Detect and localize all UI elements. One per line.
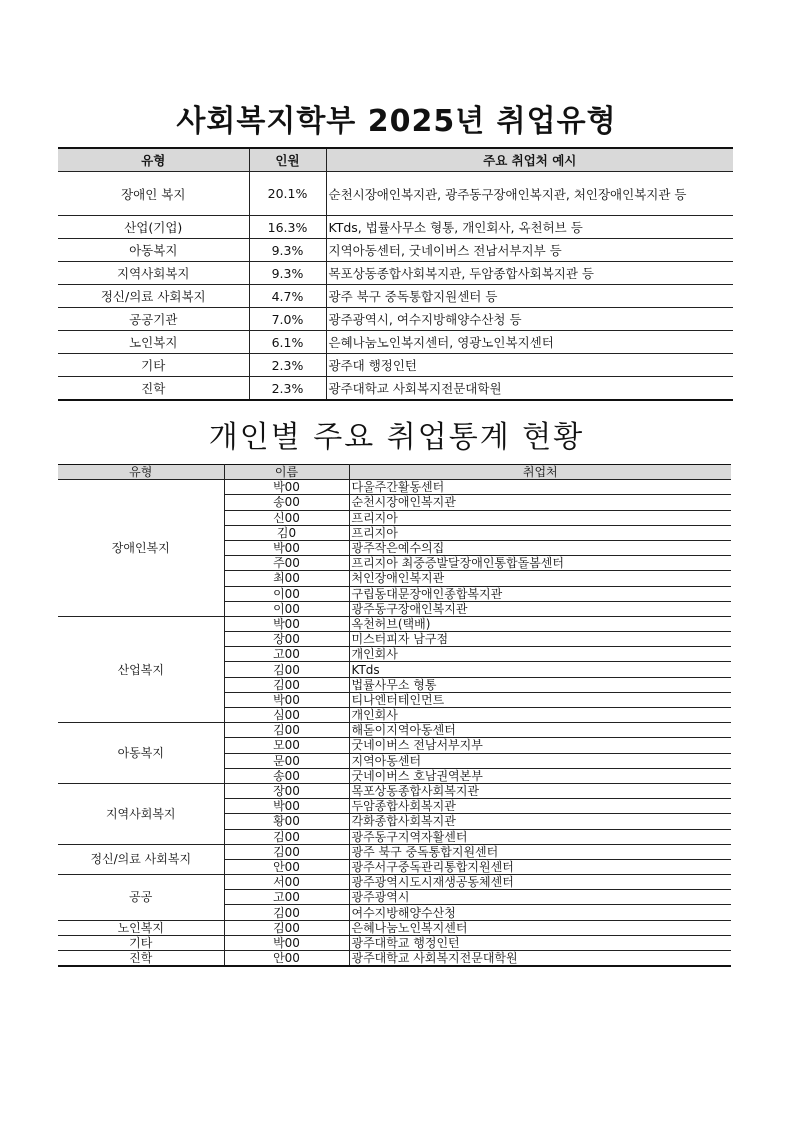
detail-type-cell: 산업복지	[58, 616, 224, 722]
detail-name-cell: 김00	[224, 677, 349, 692]
detail-name-cell: 박00	[224, 692, 349, 707]
detail-name-cell: 박00	[224, 616, 349, 631]
detail-row	[58, 844, 731, 859]
detail-place-cell: 해돋이지역아동센터	[349, 723, 731, 738]
detail-name-cell: 고00	[224, 647, 349, 662]
detail-name-cell: 최00	[224, 571, 349, 586]
detail-row	[58, 783, 731, 798]
summary-examples-cell: 광주대 행정인턴	[326, 354, 733, 377]
detail-name-cell: 박00	[224, 480, 349, 495]
detail-row	[58, 951, 731, 967]
summary-table	[58, 147, 733, 401]
detail-place-cell: 굿네이버스 전남서부지부	[349, 738, 731, 753]
summary-type-cell: 기타	[58, 354, 249, 377]
detail-place-cell: 광주서구중독관리통합지원센터	[349, 859, 731, 874]
detail-name-cell: 송00	[224, 768, 349, 783]
detail-name-cell: 박00	[224, 799, 349, 814]
summary-pct-cell: 2.3%	[249, 354, 326, 377]
detail-name-cell: 김00	[224, 905, 349, 920]
detail-type-cell: 기타	[58, 935, 224, 950]
summary-row	[58, 331, 733, 354]
detail-name-cell: 신00	[224, 510, 349, 525]
detail-row	[58, 935, 731, 950]
detail-name-cell: 안00	[224, 951, 349, 967]
detail-place-cell: 굿네이버스 호남권역본부	[349, 768, 731, 783]
detail-place-cell: 법률사무소 형통	[349, 677, 731, 692]
detail-name-cell: 김00	[224, 844, 349, 859]
detail-place-cell: 두암종합사회복지관	[349, 799, 731, 814]
detail-name-cell: 김00	[224, 829, 349, 844]
detail-row	[58, 616, 731, 631]
summary-row	[58, 377, 733, 401]
summary-type-cell: 진학	[58, 377, 249, 401]
summary-row	[58, 308, 733, 331]
detail-name-cell: 심00	[224, 708, 349, 723]
detail-place-cell: 광주동구장애인복지관	[349, 601, 731, 616]
summary-type-cell: 산업(기업)	[58, 216, 249, 239]
section-title: 개인별 주요 취업통계 현황	[208, 420, 585, 455]
summary-type-cell: 정신/의료 사회복지	[58, 285, 249, 308]
detail-header-row	[58, 465, 731, 480]
detail-place-cell: 프리지아	[349, 510, 731, 525]
header-type: 유형	[58, 148, 249, 172]
detail-place-cell: 목포상동종합사회복지관	[349, 783, 731, 798]
detail-row	[58, 480, 731, 495]
summary-row	[58, 239, 733, 262]
detail-type-cell: 지역사회복지	[58, 783, 224, 844]
detail-name-cell: 장00	[224, 783, 349, 798]
detail-name-cell: 주00	[224, 556, 349, 571]
header-count: 인원	[249, 148, 326, 172]
summary-pct-cell: 4.7%	[249, 285, 326, 308]
detail-place-cell: 다울주간활동센터	[349, 480, 731, 495]
detail-name-cell: 고00	[224, 890, 349, 905]
detail-type-cell: 아동복지	[58, 723, 224, 784]
detail-header-place: 취업처	[349, 465, 731, 480]
header-examples: 주요 취업처 예시	[326, 148, 733, 172]
detail-type-cell: 장애인복지	[58, 480, 224, 617]
detail-place-cell: 프리지아 최중증발달장애인통합돌봄센터	[349, 556, 731, 571]
summary-type-cell: 아동복지	[58, 239, 249, 262]
summary-pct-cell: 6.1%	[249, 331, 326, 354]
detail-place-cell: 광주 북구 중독통합지원센터	[349, 844, 731, 859]
detail-table	[58, 464, 731, 967]
summary-pct-cell: 2.3%	[249, 377, 326, 401]
detail-name-cell: 이00	[224, 601, 349, 616]
summary-type-cell: 장애인 복지	[58, 172, 249, 216]
detail-name-cell: 이00	[224, 586, 349, 601]
detail-place-cell: 각화종합사회복지관	[349, 814, 731, 829]
detail-place-cell: 광주대학교 사회복지전문대학원	[349, 951, 731, 967]
summary-examples-cell: 광주광역시, 여수지방해양수산청 등	[326, 308, 733, 331]
detail-header-type: 유형	[58, 465, 224, 480]
summary-pct-cell: 9.3%	[249, 239, 326, 262]
summary-type-cell: 지역사회복지	[58, 262, 249, 285]
detail-row	[58, 875, 731, 890]
summary-row	[58, 354, 733, 377]
detail-place-cell: 지역아동센터	[349, 753, 731, 768]
detail-place-cell: 광주동구지역자활센터	[349, 829, 731, 844]
detail-name-cell: 박00	[224, 935, 349, 950]
detail-place-cell: 광주광역시	[349, 890, 731, 905]
detail-name-cell: 김00	[224, 723, 349, 738]
detail-name-cell: 문00	[224, 753, 349, 768]
detail-name-cell: 서00	[224, 875, 349, 890]
summary-row	[58, 285, 733, 308]
summary-pct-cell: 16.3%	[249, 216, 326, 239]
detail-place-cell: 광주광역시도시재생공동체센터	[349, 875, 731, 890]
detail-place-cell: 순천시장애인복지관	[349, 495, 731, 510]
detail-type-cell: 정신/의료 사회복지	[58, 844, 224, 874]
summary-examples-cell: 광주 북구 중독통합지원센터 등	[326, 285, 733, 308]
detail-name-cell: 황00	[224, 814, 349, 829]
detail-place-cell: 구립동대문장애인종합복지관	[349, 586, 731, 601]
detail-place-cell: 개인회사	[349, 647, 731, 662]
detail-place-cell: 미스터피자 남구점	[349, 632, 731, 647]
detail-row	[58, 723, 731, 738]
detail-name-cell: 김00	[224, 920, 349, 935]
detail-place-cell: KTds	[349, 662, 731, 677]
detail-place-cell: 개인회사	[349, 708, 731, 723]
detail-name-cell: 장00	[224, 632, 349, 647]
summary-pct-cell: 7.0%	[249, 308, 326, 331]
detail-place-cell: 프리지아	[349, 525, 731, 540]
detail-name-cell: 박00	[224, 540, 349, 555]
summary-examples-cell: 은혜나눔노인복지센터, 영광노인복지센터	[326, 331, 733, 354]
detail-place-cell: 티나엔터테인먼트	[349, 692, 731, 707]
summary-examples-cell: KTds, 법률사무소 형통, 개인회사, 옥천허브 등	[326, 216, 733, 239]
page-title: 사회복지학부 2025년 취업유형	[176, 104, 617, 139]
detail-place-cell: 옥천허브(택배)	[349, 616, 731, 631]
summary-examples-cell: 목포상동종합사회복지관, 두암종합사회복지관 등	[326, 262, 733, 285]
detail-type-cell: 공공	[58, 875, 224, 921]
detail-type-cell: 진학	[58, 951, 224, 967]
detail-header-name: 이름	[224, 465, 349, 480]
detail-place-cell: 처인장애인복지관	[349, 571, 731, 586]
summary-header-row	[58, 148, 733, 172]
detail-row	[58, 920, 731, 935]
summary-examples-cell: 지역아동센터, 굿네이버스 전남서부지부 등	[326, 239, 733, 262]
detail-place-cell: 여수지방해양수산청	[349, 905, 731, 920]
detail-name-cell: 모00	[224, 738, 349, 753]
detail-type-cell: 노인복지	[58, 920, 224, 935]
summary-examples-cell: 순천시장애인복지관, 광주동구장애인복지관, 처인장애인복지관 등	[326, 172, 733, 216]
detail-place-cell: 은혜나눔노인복지센터	[349, 920, 731, 935]
detail-place-cell: 광주작은예수의집	[349, 540, 731, 555]
summary-pct-cell: 9.3%	[249, 262, 326, 285]
summary-row	[58, 172, 733, 216]
detail-name-cell: 안00	[224, 859, 349, 874]
detail-name-cell: 김0	[224, 525, 349, 540]
detail-place-cell: 광주대학교 행정인턴	[349, 935, 731, 950]
summary-type-cell: 노인복지	[58, 331, 249, 354]
detail-name-cell: 송00	[224, 495, 349, 510]
summary-row	[58, 216, 733, 239]
detail-name-cell: 김00	[224, 662, 349, 677]
summary-type-cell: 공공기관	[58, 308, 249, 331]
summary-pct-cell: 20.1%	[249, 172, 326, 216]
summary-row	[58, 262, 733, 285]
summary-examples-cell: 광주대학교 사회복지전문대학원	[326, 377, 733, 401]
